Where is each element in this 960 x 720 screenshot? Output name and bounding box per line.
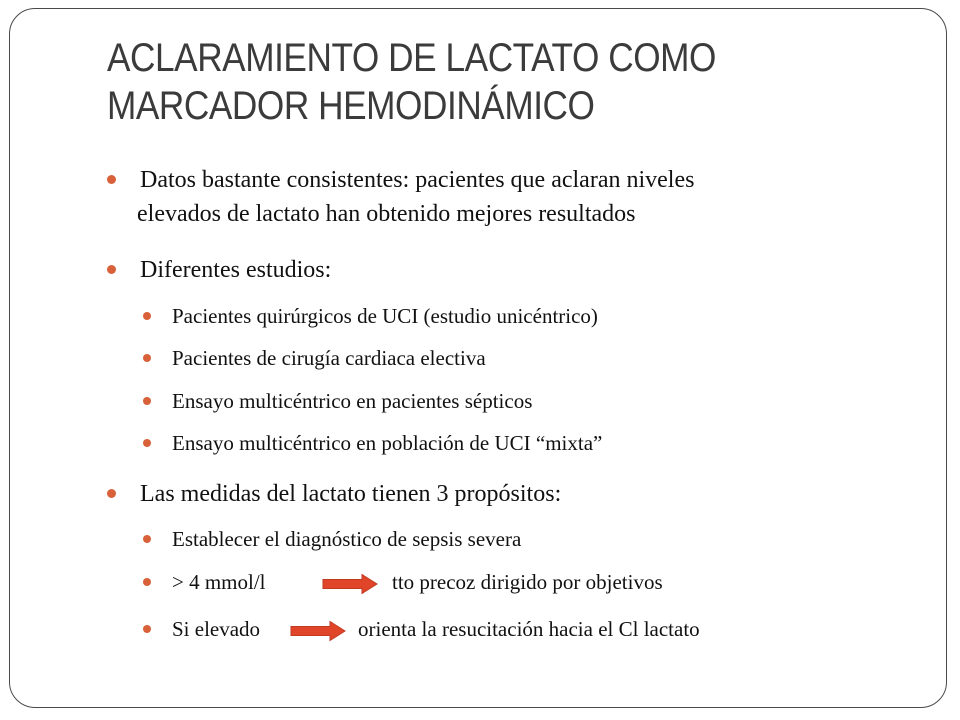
sub-bullet-text-before: > 4 mmol/l	[172, 570, 266, 594]
slide-title-line-1: ACLARAMIENTO DE LACTATO COMO	[107, 36, 717, 80]
sub-bullet-item	[172, 302, 598, 330]
sub-bullet-item	[172, 344, 486, 372]
circle-bullet-icon	[107, 175, 116, 184]
sub-bullet-item-elevado	[172, 615, 260, 643]
circle-bullet-icon	[143, 578, 151, 586]
bullet-item-estudios	[140, 253, 331, 287]
circle-bullet-icon	[143, 625, 151, 633]
circle-bullet-icon	[143, 354, 151, 362]
bullet-text: Diferentes estudios:	[140, 257, 332, 283]
circle-bullet-icon	[143, 312, 151, 320]
sub-bullet-text-before: Si elevado	[172, 617, 261, 641]
sub-bullet-text: Pacientes de cirugía cardiaca electiva	[172, 346, 486, 370]
circle-bullet-icon	[143, 397, 151, 405]
sub-bullet-text: Pacientes quirúrgicos de UCI (estudio unicéntrico)	[172, 304, 598, 328]
circle-bullet-icon	[143, 439, 151, 447]
right-arrow-icon	[290, 620, 346, 642]
bullet-text: Las medidas del lactato tienen 3 propósitos:	[140, 481, 562, 507]
sub-bullet-text: Ensayo multicéntrico en población de UCI “mixta”	[172, 431, 603, 455]
sub-bullet-item	[172, 387, 532, 415]
sub-bullet-text: Ensayo multicéntrico en pacientes sépticos	[172, 389, 533, 413]
bullet-item-propositos	[140, 477, 561, 511]
circle-bullet-icon	[143, 535, 151, 543]
sub-bullet-item	[172, 429, 602, 457]
bullet-text-line-1: Datos bastante consistentes: pacientes que aclaran niveles	[140, 167, 695, 193]
sub-bullet-item-mmol	[172, 568, 266, 596]
circle-bullet-icon	[107, 265, 116, 274]
circle-bullet-icon	[107, 489, 116, 498]
bullet-item-datos	[137, 163, 695, 231]
sub-bullet-text-after: tto precoz dirigido por objetivos	[392, 570, 663, 594]
sub-bullet-text-after: orienta la resucitación hacia el Cl lactato	[358, 617, 700, 641]
slide-title-line-2: MARCADOR HEMODINÁMICO	[107, 84, 595, 128]
sub-bullet-item	[172, 525, 521, 553]
sub-bullet-text: Establecer el diagnóstico de sepsis severa	[172, 527, 522, 551]
right-arrow-icon	[322, 573, 378, 595]
bullet-text-line-2: elevados de lactato han obtenido mejores resultados	[137, 201, 636, 227]
